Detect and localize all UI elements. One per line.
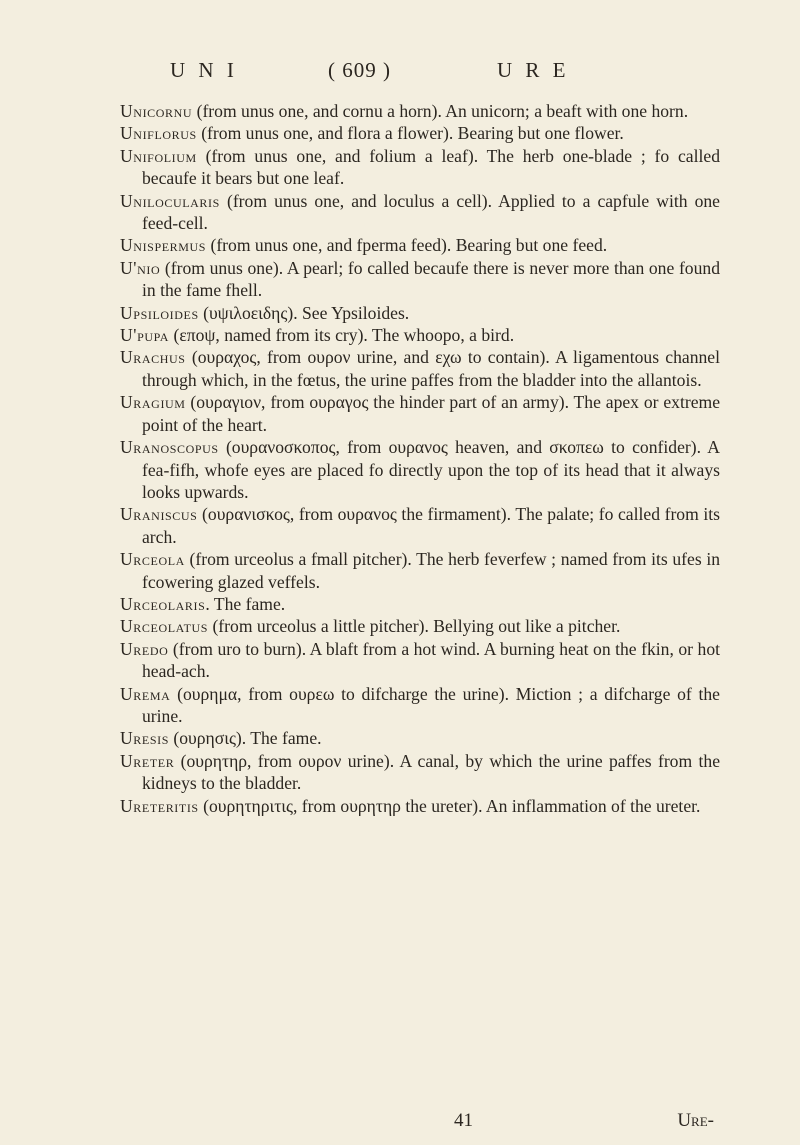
entry-text: (from unus one, and fperma feed). Bearing but one feed.	[206, 235, 608, 256]
entry-text: (from unus one). A pearl; fo called becaufe there is never more than one found in the fame fhell.	[142, 257, 720, 301]
entry-headword: Urceola	[120, 549, 185, 570]
entry	[120, 638, 720, 683]
entry	[120, 324, 720, 346]
entry-headword: U'pupa	[120, 325, 170, 346]
entry-headword: Uresis	[120, 728, 169, 749]
entry	[120, 122, 720, 144]
entry-text: (from urceolus a little pitcher). Bellying out like a pitcher.	[208, 616, 621, 637]
header-right-letters: U R E	[497, 58, 570, 82]
page-number: ( 609 )	[328, 58, 391, 82]
entry-text: (υψιλοειδης). See Ypsiloides.	[198, 302, 410, 323]
entry-headword: Ureteritis	[120, 795, 199, 816]
entry-headword: Unicornu	[120, 101, 193, 121]
entries-column	[120, 100, 720, 817]
entry-headword: Unifolium	[120, 145, 197, 166]
entry-text: (ουραγιον, from ουραγος the hinder part of an army). The apex or extreme point of the heart.	[142, 392, 720, 435]
entry	[120, 100, 720, 122]
entry	[120, 503, 720, 548]
entry-text: (ουρανοσκοπος, from ουρανος heaven, and σκοπεω to confider). A fea-fifh, whofe eyes are placed fo directly upon the top of its head that it always looks upwards.	[142, 437, 720, 502]
entry	[120, 727, 720, 749]
entry	[120, 234, 720, 256]
entry-headword: Urceolaris	[120, 593, 206, 614]
entry-text: (ουρητηρ, from ουρον urine). A canal, by which the urine paffes from the kidneys to the bladder.	[142, 750, 720, 794]
entry-headword: Urachus	[120, 347, 186, 368]
entry-text: (from uro to burn). A blaft from a hot wind. A burning heat on the fkin, or hot head-ach.	[142, 638, 720, 682]
entry	[120, 615, 720, 637]
entry-text: (from unus one, and loculus a cell). Applied to a capfule with one feed-cell.	[142, 190, 720, 234]
entry	[120, 795, 720, 817]
entry	[120, 145, 720, 190]
entry-headword: Uraniscus	[120, 504, 198, 525]
entry	[120, 257, 720, 302]
entry-headword: Urema	[120, 683, 171, 704]
entry-text: (ουρησις). The fame.	[168, 728, 322, 749]
entry-headword: Uranoscopus	[120, 437, 219, 458]
entry	[120, 593, 720, 615]
entry-text: (εποψ, named from its cry). The whoopo, a bird.	[169, 325, 515, 346]
entry-headword: Uragium	[120, 392, 186, 413]
entry	[120, 302, 720, 324]
entry-headword: Uniflorus	[120, 123, 197, 144]
entry-text: . The fame.	[205, 593, 286, 614]
entry-headword: Ureter	[120, 750, 175, 771]
entry-text: (ουρανισκος, from ουρανος the firmament). The palate; fo called from its arch.	[142, 504, 720, 547]
entry-text: (from unus one, and cornu a horn). An unicorn; a beaft with one horn.	[192, 101, 689, 121]
entry	[120, 548, 720, 593]
entry-text: (ουρητηριτις, from ουρητηρ the ureter). An inflammation of the ureter.	[198, 795, 701, 816]
entry-text: (from unus one, and folium a leaf). The herb one-blade ; fo called becaufe it bears but one leaf.	[142, 145, 720, 189]
entry	[120, 750, 720, 795]
catchword: Ure-	[677, 1110, 714, 1131]
page-footer	[120, 1110, 720, 1136]
entry-text: (ουραχος, from ουρον urine, and εχω to contain). A ligamentous channel through which, in the fœtus, the urine paffes from the bladder into the allantois.	[142, 347, 720, 390]
entry	[120, 683, 720, 728]
entry-headword: Unilocularis	[120, 190, 220, 211]
entry-text: (ουρημα, from ουρεω to difcharge the urine). Miction ; a difcharge of the urine.	[142, 683, 720, 726]
entry-headword: Urceolatus	[120, 616, 209, 637]
entry-headword: Unispermus	[120, 235, 207, 256]
signature-mark: 41	[454, 1110, 473, 1131]
entry-text: (from unus one, and flora a flower). Bearing but one flower.	[196, 123, 624, 144]
entry-text: (from urceolus a fmall pitcher). The herb feverfew ; named from its ufes in fcowering glazed veffels.	[142, 549, 720, 592]
entry-headword: Uredo	[120, 638, 169, 659]
entry	[120, 436, 720, 503]
entry-headword: U'nio	[120, 257, 161, 278]
header-left-letters: U N I	[170, 58, 238, 82]
entry	[120, 346, 720, 391]
running-header	[170, 58, 590, 88]
entry-headword: Upsiloides	[120, 302, 199, 323]
entry	[120, 391, 720, 436]
entry	[120, 190, 720, 235]
